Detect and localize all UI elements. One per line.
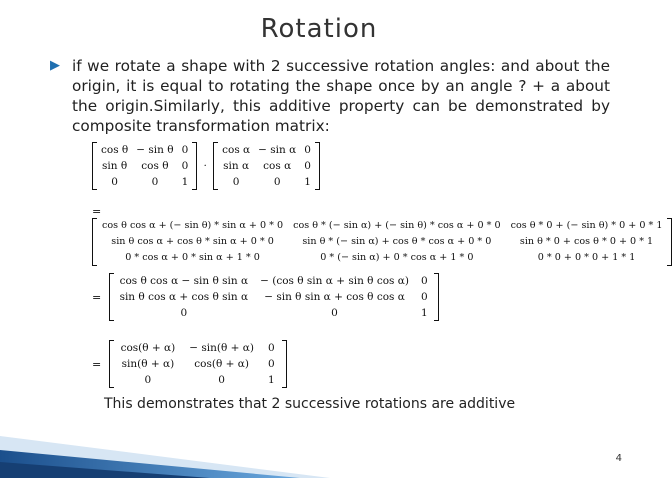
matrix-expanded xyxy=(92,218,672,266)
matrix-cell: sin θ * (− sin α) + cos θ * cos α + 0 * 0 xyxy=(302,236,492,247)
matrix-cell: − sin θ xyxy=(136,144,174,156)
equals-sign: = xyxy=(92,205,102,218)
matrix-cell: 1 xyxy=(420,307,428,319)
matrix-cell: sin θ * 0 + cos θ * 0 + 0 * 1 xyxy=(519,236,654,247)
matrix-cell: cos θ cos α − sin θ sin α xyxy=(119,275,249,287)
matrix-cell: cos(θ + α) xyxy=(120,342,176,354)
matrix-alpha xyxy=(213,142,320,190)
matrix-result xyxy=(109,340,287,388)
matrix-cell: 0 xyxy=(267,358,275,370)
matrix-cell: 0 xyxy=(420,275,428,287)
triangle-right-icon: ▶ xyxy=(50,58,60,73)
matrix-cell: − sin θ sin α + cos θ cos α xyxy=(264,291,405,303)
bullet-text: if we rotate a shape with 2 successive rotation angles: and about the origin, it is equal to rotating the shape once by an angle ? + a about the origin.Similarly, this additive property can be demonstrated by composite transformation matrix: xyxy=(72,57,610,135)
bullet-item xyxy=(50,56,610,136)
equation-result xyxy=(92,340,287,388)
matrix-cell: cos θ cos α + (− sin θ) * sin α + 0 * 0 xyxy=(102,220,284,231)
matrix-cell: sin θ xyxy=(102,160,128,172)
matrix-cell: cos α xyxy=(263,160,292,172)
page-number: 4 xyxy=(615,453,622,464)
matrix-cell: 0 xyxy=(232,176,240,188)
matrix-cell: cos α xyxy=(222,144,251,156)
matrix-cell: 0 xyxy=(181,144,189,156)
bracket-right xyxy=(282,340,287,388)
equals-sign: = xyxy=(92,357,102,371)
multiply-dot: · xyxy=(203,160,207,172)
equation-product xyxy=(92,142,320,190)
matrix-cell: cos θ xyxy=(141,160,169,172)
matrix-cell: sin θ cos α + cos θ * sin α + 0 * 0 xyxy=(111,236,274,247)
matrix-cell: cos θ * (− sin α) + (− sin θ) * cos α + 0 * 0 xyxy=(293,220,501,231)
matrix-cell: 0 xyxy=(304,160,311,172)
corner-swoosh-decoration xyxy=(0,398,330,478)
matrix-cell: 0 xyxy=(267,342,275,354)
matrix-cell: 0 xyxy=(273,176,281,188)
matrix-cell: cos θ * 0 + (− sin θ) * 0 + 0 * 1 xyxy=(510,220,663,231)
matrix-cell: 0 xyxy=(181,160,189,172)
bracket-right xyxy=(315,142,320,190)
matrix-cell: 1 xyxy=(181,176,189,188)
conclusion-text: This demonstrates that 2 successive rotations are additive xyxy=(104,396,516,412)
matrix-cell: 0 * cos α + 0 * sin α + 1 * 0 xyxy=(125,252,260,263)
bracket-right xyxy=(192,142,197,190)
matrix-cell: 0 * (− sin α) + 0 * cos α + 1 * 0 xyxy=(320,252,474,263)
matrix-cell: 0 xyxy=(218,374,225,386)
matrix-cell: cos(θ + α) xyxy=(194,358,249,370)
matrix-cell: 0 xyxy=(144,374,152,386)
matrix-cell: 0 xyxy=(151,176,159,188)
matrix-cell: − sin α xyxy=(258,144,297,156)
matrix-cell: cos θ xyxy=(101,144,129,156)
matrix-cell: 1 xyxy=(304,176,311,188)
equation-simplified xyxy=(92,273,439,321)
matrix-cell: − (cos θ sin α + sin θ cos α) xyxy=(260,275,409,287)
matrix-cell: 0 xyxy=(180,307,188,319)
matrix-cell: 0 xyxy=(304,144,311,156)
equation-expanded xyxy=(92,205,672,266)
matrix-simplified xyxy=(109,273,439,321)
matrix-cell: sin(θ + α) xyxy=(121,358,175,370)
matrix-cell: 0 xyxy=(420,291,428,303)
matrix-cell: sin θ cos α + cos θ sin α xyxy=(119,291,249,303)
bracket-right xyxy=(667,218,672,266)
matrix-theta xyxy=(92,142,197,190)
bracket-right xyxy=(434,273,439,321)
matrix-cell: 0 xyxy=(111,176,118,188)
matrix-cell: 1 xyxy=(267,374,275,386)
matrix-cell: sin α xyxy=(223,160,250,172)
matrix-cell: 0 xyxy=(331,307,338,319)
slide-title: Rotation xyxy=(260,14,378,44)
matrix-cell: 0 * 0 + 0 * 0 + 1 * 1 xyxy=(537,252,636,263)
equals-sign: = xyxy=(92,290,102,304)
matrix-cell: − sin(θ + α) xyxy=(189,342,254,354)
